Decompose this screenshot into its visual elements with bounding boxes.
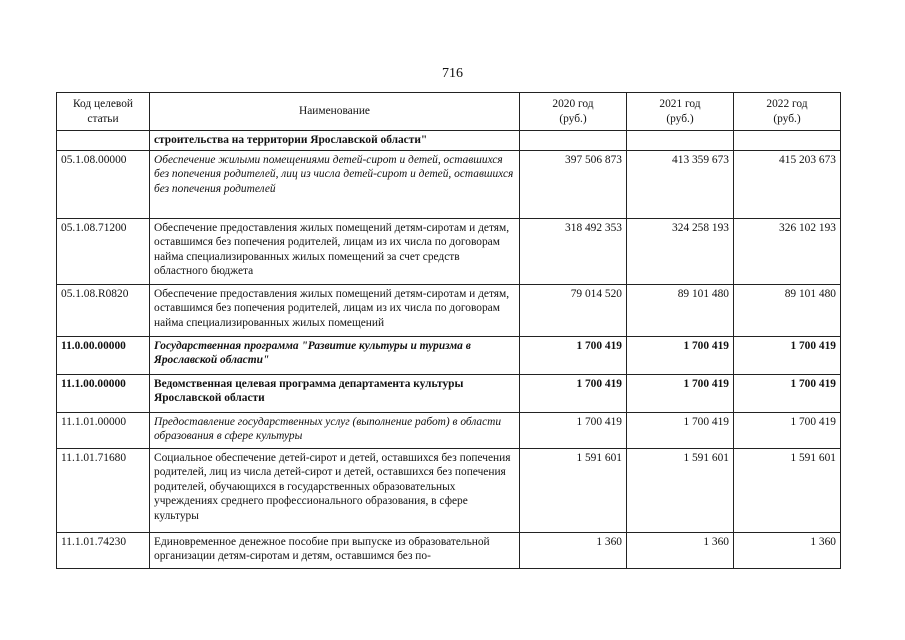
row-2022: 326 102 193 — [734, 219, 841, 285]
row-name: Государственная программа "Развитие культуры и туризма в Ярославской области" — [150, 337, 520, 375]
table-header-row — [57, 93, 841, 131]
table-row — [57, 219, 841, 285]
row-2022: 1 700 419 — [734, 375, 841, 413]
header-2022: 2022 год (руб.) — [734, 93, 841, 131]
table-row — [57, 413, 841, 449]
page-number: 716 — [442, 66, 463, 81]
table-row — [57, 131, 841, 151]
row-code: 05.1.08.00000 — [57, 151, 150, 219]
row-2021: 1 700 419 — [627, 375, 734, 413]
row-name: Ведомственная целевая программа департамента культуры Ярославской области — [150, 375, 520, 413]
row-2022: 415 203 673 — [734, 151, 841, 219]
row-code: 05.1.08.71200 — [57, 219, 150, 285]
row-2020: 1 700 419 — [520, 375, 627, 413]
table-row — [57, 375, 841, 413]
row-2021: 1 591 601 — [627, 449, 734, 533]
row-2020 — [520, 131, 627, 151]
table-row — [57, 151, 841, 219]
row-name: Обеспечение предоставления жилых помещений детям-сиротам и детям, оставшимся без попечения родителей, лицам из их числа по договорам найма специализированных жилых помещений за счет средств областного бюджета — [150, 219, 520, 285]
row-2021: 1 360 — [627, 533, 734, 569]
row-2020: 1 700 419 — [520, 413, 627, 449]
row-2022: 1 700 419 — [734, 337, 841, 375]
table-row — [57, 285, 841, 337]
row-code: 11.1.01.74230 — [57, 533, 150, 569]
row-2022: 1 700 419 — [734, 413, 841, 449]
header-2020: 2020 год (руб.) — [520, 93, 627, 131]
row-2020: 79 014 520 — [520, 285, 627, 337]
row-name: Единовременное денежное пособие при выпуске из образовательной организации детям-сиротам и детям, оставшимся без по- — [150, 533, 520, 569]
row-2020: 1 360 — [520, 533, 627, 569]
row-name: строительства на территории Ярославской области" — [150, 131, 520, 151]
row-2021: 324 258 193 — [627, 219, 734, 285]
row-code: 11.1.01.00000 — [57, 413, 150, 449]
table-row — [57, 533, 841, 569]
row-2020: 397 506 873 — [520, 151, 627, 219]
header-2021: 2021 год (руб.) — [627, 93, 734, 131]
row-2021: 1 700 419 — [627, 413, 734, 449]
header-code: Код целевой статьи — [57, 93, 150, 131]
row-2020: 1 700 419 — [520, 337, 627, 375]
row-name: Обеспечение жилыми помещениями детей-сирот и детей, оставшихся без попечения родителей, лиц из числа детей-сирот и детей, оставшихся без попечения родителей — [150, 151, 520, 219]
row-2021: 89 101 480 — [627, 285, 734, 337]
budget-table — [56, 92, 841, 569]
table-row — [57, 449, 841, 533]
header-name: Наименование — [150, 93, 520, 131]
row-2020: 1 591 601 — [520, 449, 627, 533]
row-2021: 413 359 673 — [627, 151, 734, 219]
row-code — [57, 131, 150, 151]
row-2021 — [627, 131, 734, 151]
row-2022: 1 360 — [734, 533, 841, 569]
row-name: Обеспечение предоставления жилых помещений детям-сиротам и детям, оставшимся без попечения родителей, лицам из их числа по договорам найма специализированных жилых помещений — [150, 285, 520, 337]
row-2020: 318 492 353 — [520, 219, 627, 285]
table-row — [57, 337, 841, 375]
row-2022: 1 591 601 — [734, 449, 841, 533]
row-code: 11.0.00.00000 — [57, 337, 150, 375]
row-name: Предоставление государственных услуг (выполнение работ) в области образования в сфере культуры — [150, 413, 520, 449]
row-code: 11.1.00.00000 — [57, 375, 150, 413]
row-2022: 89 101 480 — [734, 285, 841, 337]
row-code: 11.1.01.71680 — [57, 449, 150, 533]
row-code: 05.1.08.R0820 — [57, 285, 150, 337]
row-2022 — [734, 131, 841, 151]
row-name: Социальное обеспечение детей-сирот и детей, оставшихся без попечения родителей, лиц из числа детей-сирот и детей, оставшихся без попечения родителей, обучающихся в государственных образовательных учреждениях среднего профессионального образования, в сфере культуры — [150, 449, 520, 533]
row-2021: 1 700 419 — [627, 337, 734, 375]
